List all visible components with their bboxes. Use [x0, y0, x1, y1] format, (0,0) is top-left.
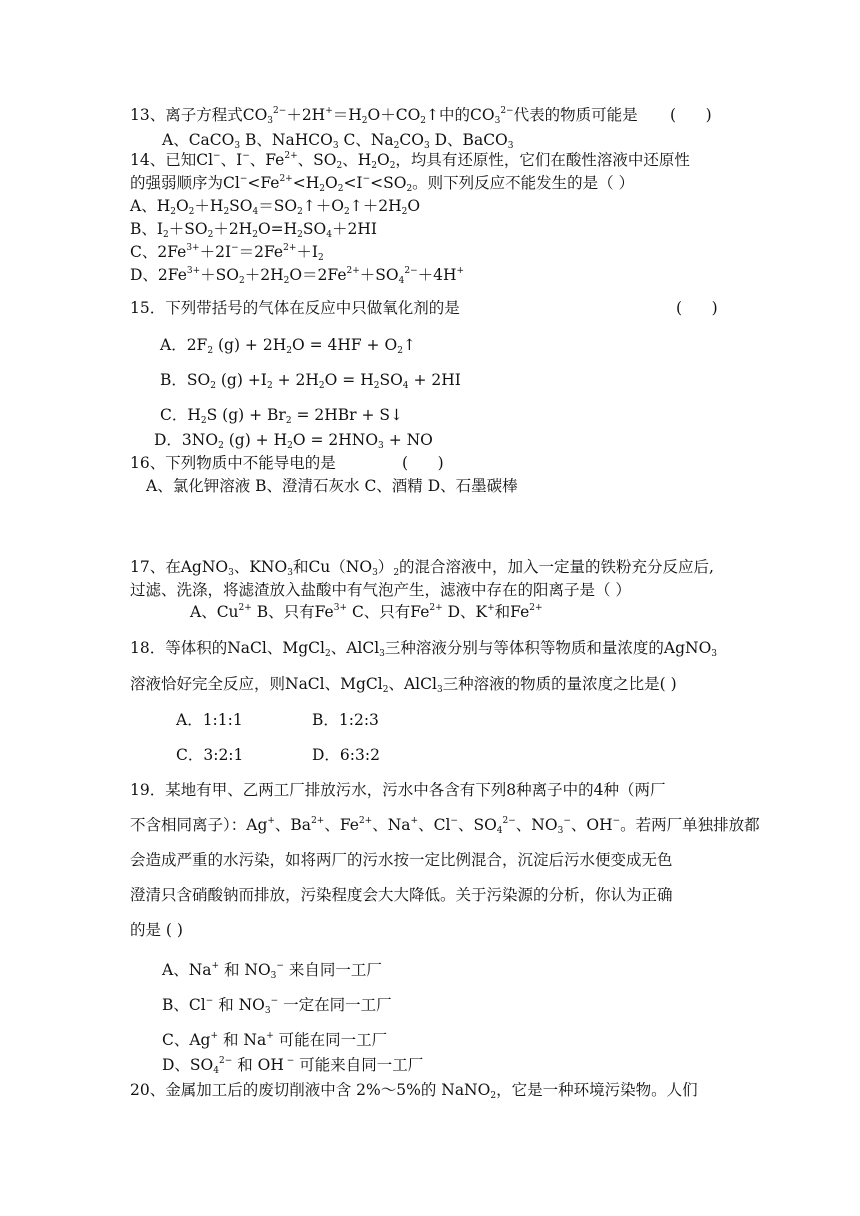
q13-answer-bracket: ( )	[670, 106, 712, 124]
q19-stem-line2: 不含相同离子）：Ag+、$Ba^{2+}$、$Fe^{2+}$、Na+、Cl−、$SO_4^{2-}$、$NO_3^-$、OH−。若两厂单独排放都	[130, 816, 760, 836]
q19-stem-line5: 的是 ( )	[130, 921, 183, 939]
q15-option-b: B．$SO_2$ $(g) +I_2 + 2H_2O = H_2SO_4 + 2HI$	[160, 371, 461, 391]
q18-option-d: D．6:3:2	[312, 746, 380, 764]
q14-option-d: D、$2Fe^{3+}+SO_2+2H_2O=2Fe^{2+}+SO_4^{2-}+4H^+$	[130, 266, 465, 286]
q14-option-a: A、$H_2O_2+H_2SO_4=SO_2↑+O_2↑+2H_2O$	[130, 197, 421, 217]
q18-option-b: B．1:2:3	[312, 711, 379, 729]
q19-option-b: B、Cl− 和 $NO_3^-$ 一定在同一工厂	[162, 996, 392, 1016]
q19-option-c: C、Ag+ 和 Na+ 可能在同一工厂	[162, 1031, 388, 1049]
q14-option-c: C、$2Fe^{3+}+2I^-=2Fe^{2+}+I_2$	[130, 243, 324, 263]
q19-option-d: D、$SO_4^{2-}$ 和 OH − 可能来自同一工厂	[162, 1056, 424, 1076]
q15-option-a: A．$2F_2$ $(g) + 2H_2O = 4HF$ + $O_2↑$	[160, 336, 416, 356]
q13-options: A、CaCO$_3$ B、NaHCO$_3$ C、$Na_2CO_3$ D、BaCO$_3$	[162, 131, 514, 151]
q16-answer-bracket: ( )	[402, 454, 444, 472]
q14-stem-line2: 的强弱顺序为$Cl^-<Fe^{2+}<H_2O_2<I^-<SO_2$。则下列反应不能发生的是（ ）	[130, 174, 635, 194]
q15-option-d: D．$3NO_2$ $(g) + H_2O = 2HNO_3$ + NO	[154, 431, 433, 451]
q15-answer-bracket: ( )	[676, 299, 718, 317]
q17-stem-line1: 17、在AgNO$_3$、$KNO_3$和$Cu(NO_3)_2$的混合溶液中，加入一定量的铁粉充分反应后,	[130, 558, 714, 578]
q19-option-a: A、Na+ 和 $NO_3^-$ 来自同一工厂	[162, 961, 382, 981]
q18-stem-line2: 溶液恰好完全反应，则NaCl、MgCl$_2$、AlCl$_3$三种溶液的物质的量浓度之比是( )	[130, 675, 677, 695]
q18-stem-line1: 18．等体积的NaCl、MgCl$_2$、AlCl$_3$三种溶液分别与等体积等物质和量浓度的AgNO$_3$	[130, 639, 718, 659]
q17-stem-line2: 过滤、洗涤，将滤渣放入盐酸中有气泡产生，滤液中存在的阳离子是（ ）	[130, 581, 631, 599]
q15-option-c: C．$H_2S$ $(g) + Br_2 = 2HBr$ + S↓	[160, 406, 404, 426]
q19-stem-line3: 会造成严重的水污染，如将两厂的污水按一定比例混合，沉淀后污水便变成无色	[130, 851, 673, 869]
q14-option-b: B、$I_2+SO_2+2H_2O=H_2SO_4+2HI$	[130, 220, 377, 240]
q19-stem-line1: 19．某地有甲、乙两工厂排放污水，污水中各含有下列8种离子中的4种（两厂	[130, 781, 666, 799]
q14-stem-line1: 14、已知Cl−、I−、$Fe^{2+}$、$SO_2$、$H_2O_2$，均具有还原性，它们在酸性溶液中还原性	[130, 151, 690, 171]
q16-options: A、氯化钾溶液 B、澄清石灰水 C、酒精 D、石墨碳棒	[146, 477, 518, 495]
q16-stem: 16、下列物质中不能导电的是	[130, 454, 336, 472]
q15-stem: 15．下列带括号的气体在反应中只做氧化剂的是	[130, 299, 460, 317]
q20-stem-line1: 20、金属加工后的废切削液中含 2%～5%的 NaNO$_2$，它是一种环境污染物。人们	[130, 1081, 698, 1101]
q18-option-a: A．1:1:1	[176, 711, 243, 729]
q17-options: A、$Cu^{2+}$ B、只有$Fe^{3+}$ C、只有$Fe^{2+}$ D、K+和$Fe^{2+}$	[190, 603, 543, 621]
q19-stem-line4: 澄清只含硝酸钠而排放，污染程度会大大降低。关于污染源的分析，你认为正确	[130, 886, 673, 904]
q13-stem: 13、离子方程式$CO_3^{2-}+2H^+=H_2O+CO_2↑$中的$CO_3^{2-}$代表的物质可能是	[130, 106, 638, 126]
q18-option-c: C．3:2:1	[176, 746, 244, 764]
